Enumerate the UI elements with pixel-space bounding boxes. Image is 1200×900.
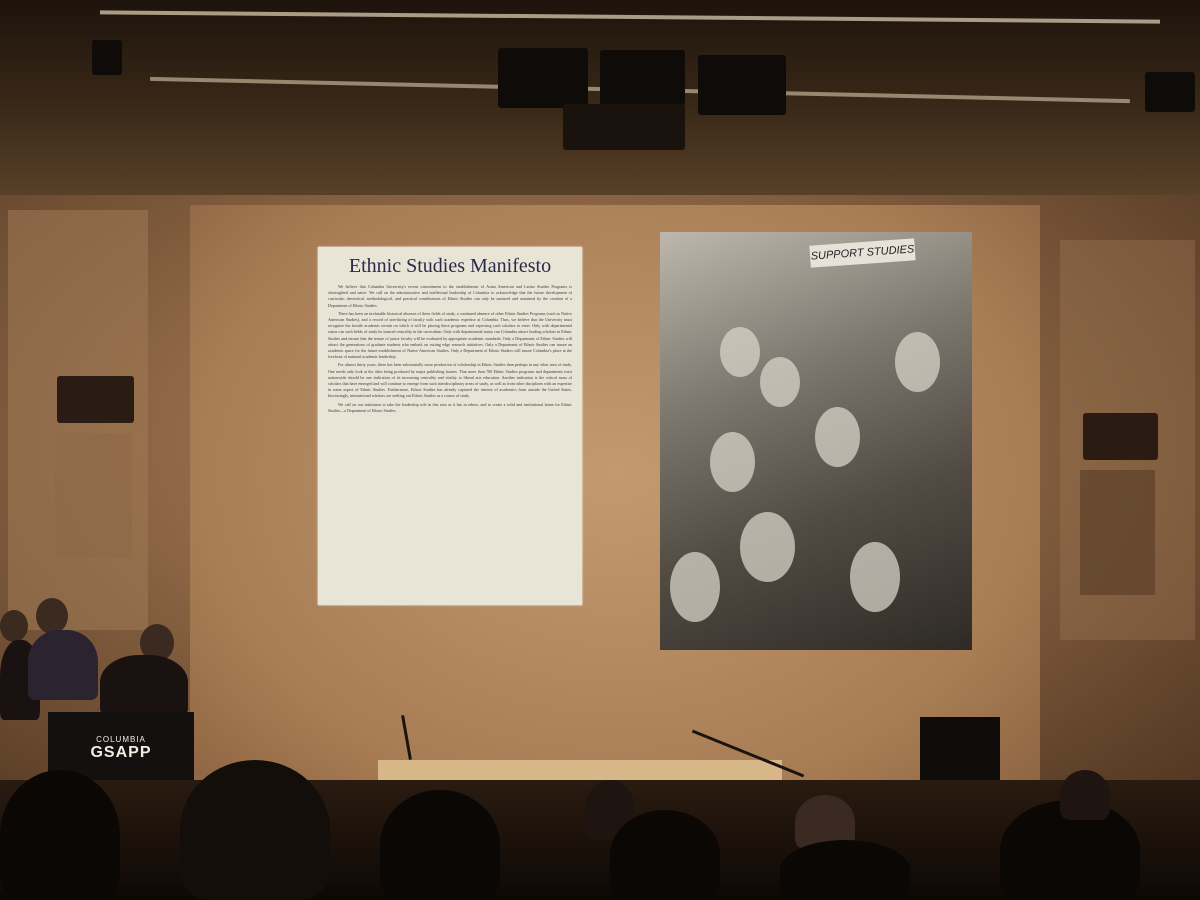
wall-panel	[55, 433, 132, 558]
document-paragraph: For almost thirty years, there has been substantially more production of scholarship in Ethnic Studies than perhaps in any other area of study. One needs only look at the titles being produced by major publishing houses. That more than 700 Ethnic Studies programs and departments exist nationwide should be one indication of its increasing centrality and vitality to liberal arts education. Another indication is the critical mass of scholars that have emerged and will continue to emerge from such interdisciplinary areas of study, as well as from other disciplines with an expertise in some aspect of Ethnic Studies. Furthermore, Ethnic Studies has already captured the interest of academics from outside the United States. Increasingly, international scholars are seeking out Ethnic Studies as a course of study.	[328, 362, 572, 399]
photo-face	[815, 407, 860, 467]
audience-head	[0, 770, 120, 900]
panelist	[28, 630, 98, 700]
wall-speaker	[57, 376, 134, 423]
document-title: Ethnic Studies Manifesto	[348, 255, 552, 277]
ceiling-light	[1145, 72, 1195, 112]
ceiling	[0, 0, 1200, 200]
photo-face	[710, 432, 755, 492]
projector-box	[563, 104, 685, 150]
protest-sign: SUPPORT STUDIES	[809, 238, 915, 267]
ceiling-light	[698, 55, 786, 115]
document-paragraph: We call on our institution to take the leadership role in this area as it has in others, and to create a solid and institutional home for Ethnic Studies—a Department of Ethnic Studies.	[328, 401, 572, 413]
podium-logo	[48, 735, 194, 762]
document-paragraph: There has been an irrefutable historical absence of these fields of study, a continued absence of other Ethnic Studies Programs (such as Native American Studies), and a record of non-hiring of faculty with such academic expertise at Columbia. Thus, we believe that the University must recognize the hostile academic terrain on which it will be placing these programs and expecting such scholars to enter. Only with departmental status can such fields of study be insured centrality in the curriculum. Only with departmental status can Columbia attract leading scholars in Ethnic Studies and ensure that the tenure of junior faculty will be evaluated by appropriate academic standards. Only a Department of Ethnic Studies will attract the generations of graduate students who embark on cutting edge research initiatives. Only a Department of Ethnic Studies can insure an academic space for the future establishment of Native American Studies. Only a Department of Ethnic Studies will insure Columbia's place at the forefront of national academic leadership.	[328, 310, 572, 360]
wall-panel	[1080, 470, 1155, 595]
manifesto-document	[318, 247, 582, 605]
photo-face	[760, 357, 800, 407]
audience-head	[1060, 770, 1110, 820]
document-paragraph: We believe that Columbia University's recent commitment to the establishment of Asian American and Latino Studies Programs is shortsighted and naive. We call on the administrative and intellectual leadership of Columbia to acknowledge that the future development of curricular, theoretical, methodological, and practical contributions of Ethnic Studies can only be nurtured and sustained by the creation of a Department of Ethnic Studies.	[328, 284, 572, 308]
photo-face	[670, 552, 720, 622]
podium-logo-main: GSAPP	[90, 744, 152, 761]
photo-face	[740, 512, 795, 582]
ceiling-light	[600, 50, 685, 105]
audience-head	[780, 840, 910, 900]
wall-speaker	[1083, 413, 1158, 460]
ceiling-light	[498, 48, 588, 108]
protest-photo	[660, 232, 972, 650]
ceiling-rail	[100, 10, 1160, 23]
audience-head	[180, 760, 330, 900]
audience-head	[610, 810, 720, 900]
panelist-head	[0, 610, 28, 642]
podium-logo-top: COLUMBIA	[96, 735, 146, 744]
panelist	[100, 655, 188, 715]
ceiling-light	[92, 40, 122, 75]
photo-face	[895, 332, 940, 392]
panelist-head	[36, 598, 68, 634]
audience-head	[380, 790, 500, 900]
photo-face	[850, 542, 900, 612]
photo-face	[720, 327, 760, 377]
